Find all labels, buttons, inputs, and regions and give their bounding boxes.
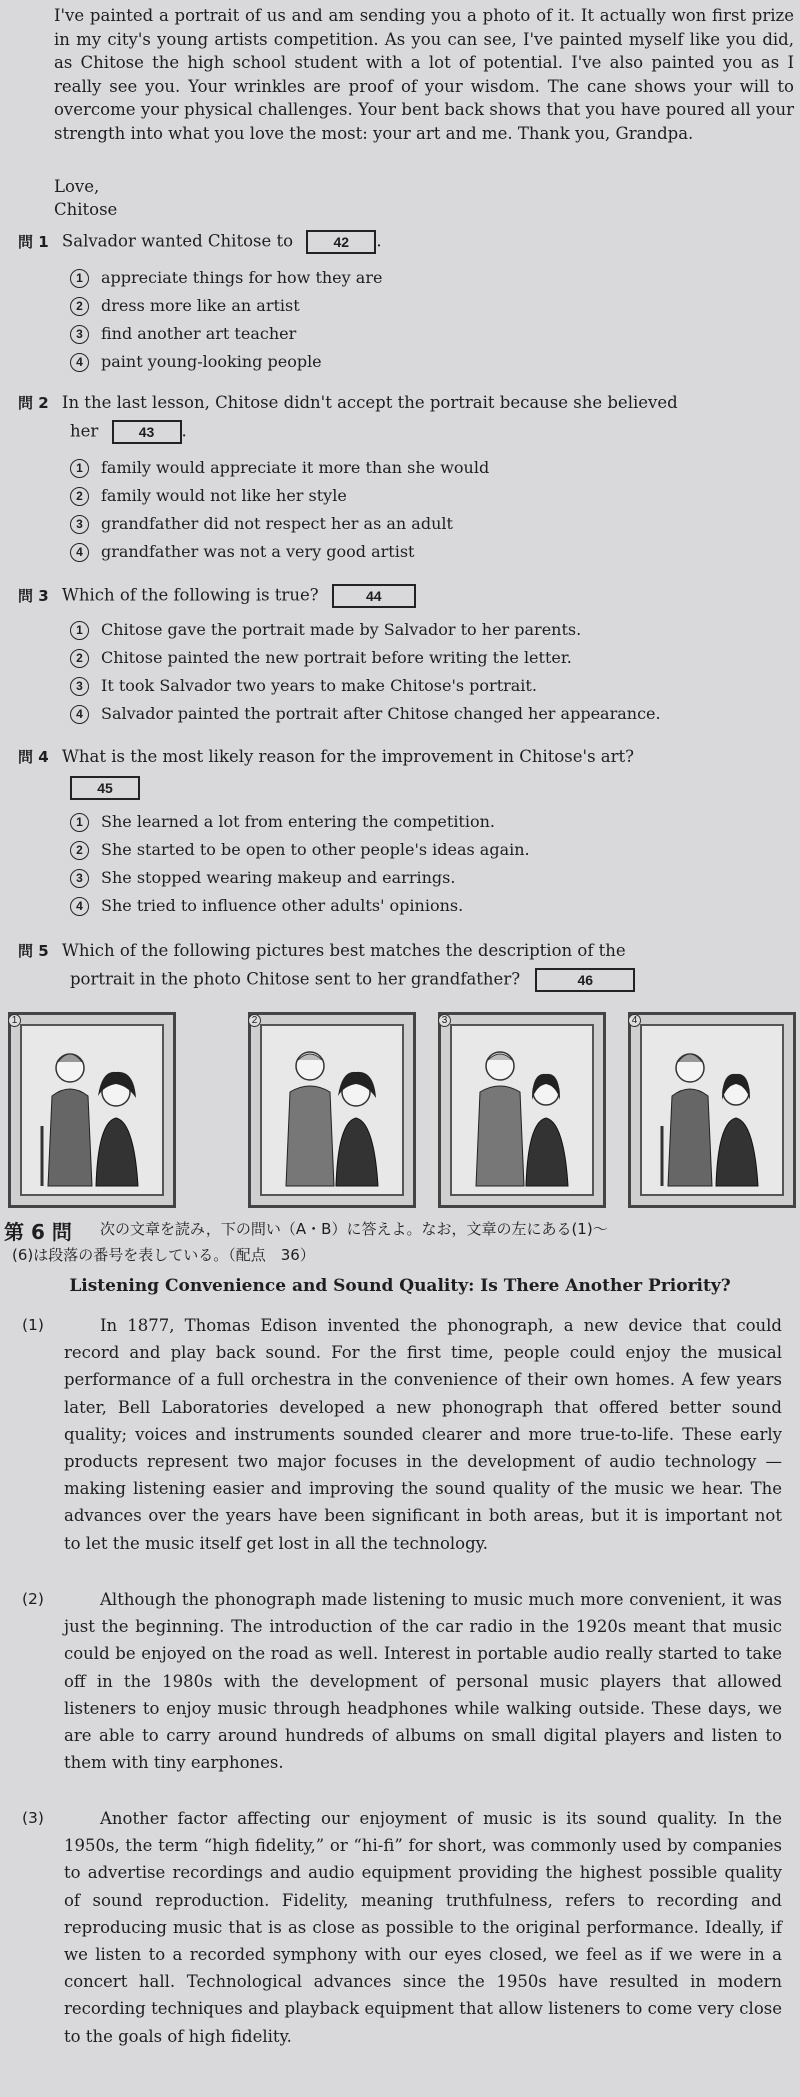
- option-item[interactable]: 2 family would not like her style: [70, 486, 347, 506]
- question-label: 問 4: [18, 748, 49, 766]
- portrait-option-picture[interactable]: 3: [438, 1012, 606, 1208]
- question-stem: Salvador wanted Chitose to: [61, 231, 294, 251]
- article-paragraph: In 1877, Thomas Edison invented the phonograph, a new device that could record and play back sound. For the first time, people could enjoy the musical performance of a full orchestra in the convenience of their own homes. A few years later, Bell Laboratories developed a new phonograph that offered better sound quality; voices and instruments sounded clearer and more true-to-life. These early products represent two major focuses in the development of audio technology — making listening easier and improving the sound quality of the music we hear. The advances over the years have been significant in both areas, but it is important not to let the music itself get lost in all the technology.: [64, 1316, 782, 1553]
- option-item[interactable]: 1 family would appreciate it more than she would: [70, 458, 489, 478]
- article-title: Listening Convenience and Sound Quality: Is There Another Priority?: [69, 1276, 731, 1296]
- question-label: 問 3: [18, 586, 49, 605]
- paragraph-number: (2): [22, 1590, 44, 1608]
- paragraph-number: (1): [22, 1316, 44, 1334]
- question-stem: What is the most likely reason for the improvement in Chitose's art?: [61, 747, 634, 766]
- portrait-illustration: [452, 1026, 592, 1194]
- option-item[interactable]: 1 appreciate things for how they are: [70, 268, 382, 288]
- option-item[interactable]: 2 She started to be open to other people's ideas again.: [70, 840, 530, 860]
- question-stem: Which of the following is true?: [61, 585, 319, 605]
- answer-box[interactable]: 45: [70, 776, 140, 800]
- option-item[interactable]: 4 She tried to influence other adults' opinions.: [70, 896, 463, 916]
- paragraph-number: (3): [22, 1809, 44, 1827]
- portrait-illustration: [262, 1026, 402, 1194]
- option-item[interactable]: 1 She learned a lot from entering the competition.: [70, 812, 495, 832]
- answer-box[interactable]: 44: [332, 584, 416, 608]
- option-item[interactable]: 3 She stopped wearing makeup and earrings.: [70, 868, 455, 888]
- option-item[interactable]: 1 Chitose gave the portrait made by Salvador to her parents.: [70, 620, 581, 640]
- portrait-illustration: [22, 1026, 162, 1194]
- exam-page: I've painted a portrait of us and am sending you a photo of it. It actually won first prize in my city's young artists competition. As you can see, I've painted myself like you did, as Chitose the high school student with a lot of potential. I've also painted you as I really see you. Your wrinkles are proof of your wisdom. The cane shows your will to overcome your physical challenges. Your bent back shows that you have poured all your strength into what you love the most: your art and me. Thank you, Grandpa. Love, Chitose 問 1 Salvador wanted Chitose to 42 . 1 appreciate things for how they are 2 dress more like an artist 3 find another art teacher 4 paint young-looking people 問 2 In the last lesson, Chitose didn't accept the portrait because she believed her 43 . 1 family would appreciate it more than she would 2 family would not like her style 3 grandfather did not respect her as an adult 4 grandfather was not a very good artist 問 3 Which of the following is true? 44 1 Chitose gave the portrait made by Salvador to her parents. 2 Chitose painted the new portrait before writing the letter. 3 It took Salvador two years to make Chitose's portrait. 4 Salvador painted the portrait after Chitose changed her appearance. 問 4 What is the most likely reason for the improvement in Chitose's art? 45 1 She learned a lot from entering the competition. 2 She started to be open to other people's ideas again. 3 She stopped wearing makeup and earrings. 4 She tried to influence other adults' opinions. 問 5 Which of the following pictures best matches the description of the portrait in the photo Chitose sent to her grandfather? 46 1 2 3 4 第 6 問 次の文章を読み，下の問い（A・B）に答えよ。なお，文章の左にある(1)〜 (6)は段落の番号を表している。（配点 36） Listening Convenience and Sound Quality: Is There Another Priority? (1) In 1877, Thomas Edison invented the phonograph, a new device that could record and play back sound. For the first time, people could enjoy the musical performance of a full orchestra in the convenience of their own homes. A few years later, Bell Laboratories developed a new phonograph that offered better sound quality; voices and instruments sounded clearer and more true-to-life. These early products represent two major focuses in the development of audio technology — making listening easier and improving the sound quality of the music we hear. The advances over the years have been significant in both areas, but it is important not to let the music itself get lost in all the technology. (2) Although the phonograph made listening to music much more convenient, it was just the beginning. The introduction of the car radio in the 1920s meant that music could be enjoyed on the road as well. Interest in portable audio really started to take off in the 1980s with the development of personal music players that allowed listeners to enjoy music through headphones while walking outside. These days, we are able to carry around hundreds of albums on small digital players and listen to them with tiny earphones. (3) Another factor affecting our enjoyment of music is its sound quality. In the 1950s, the term “high fidelity,” or “hi-fi” for short, was commonly used by companies to advertise recordings and audio equipment providing the highest possible quality of sound reproduction. Fidelity, meaning truthfulness, refers to recording and reproducing music that is as close as possible to the original performance. Ideally, if we listen to a recorded symphony with our eyes closed, we feel as if we were in a concert hall. Technological advances since the 1950s have resulted in modern recording techniques and playback equipment that allow listeners to come very close to the goals of high fidelity.: [0, 0, 800, 2097]
- answer-box[interactable]: 43: [112, 420, 182, 444]
- portrait-option-picture[interactable]: 2: [248, 1012, 416, 1208]
- section-instructions: 次の文章を読み，下の問い（A・B）に答えよ。なお，文章の左にある(1)〜: [100, 1220, 608, 1238]
- question-label: 問 2: [18, 394, 49, 412]
- portrait-illustration: [642, 1026, 782, 1194]
- option-item[interactable]: 4 paint young-looking people: [70, 352, 322, 372]
- option-item[interactable]: 3 It took Salvador two years to make Chitose's portrait.: [70, 676, 537, 696]
- option-item[interactable]: 2 dress more like an artist: [70, 296, 300, 316]
- answer-box[interactable]: 42: [306, 230, 376, 254]
- option-item[interactable]: 4 Salvador painted the portrait after Chitose changed her appearance.: [70, 704, 661, 724]
- portrait-option-picture[interactable]: 4: [628, 1012, 796, 1208]
- article-paragraph: Although the phonograph made listening to music much more convenient, it was just the beginning. The introduction of the car radio in the 1920s meant that music could be enjoyed on the road as well. Interest in portable audio really started to take off in the 1980s with the development of personal music players that allowed listeners to enjoy music through headphones while walking outside. These days, we are able to carry around hundreds of albums on small digital players and listen to them with tiny earphones.: [64, 1590, 782, 1773]
- letter-signoff: [54, 175, 117, 221]
- question-label: 問 1: [18, 232, 49, 251]
- section-instructions-cont: (6)は段落の番号を表している。（配点 36）: [12, 1246, 315, 1264]
- question-label: 問 5: [18, 942, 49, 960]
- option-item[interactable]: 3 grandfather did not respect her as an adult: [70, 514, 453, 534]
- question-stem: In the last lesson, Chitose didn't accept the portrait because she believed: [61, 393, 678, 412]
- question-stem: Which of the following pictures best matches the description of the: [61, 941, 626, 960]
- option-item[interactable]: 4 grandfather was not a very good artist: [70, 542, 414, 562]
- answer-box[interactable]: 46: [535, 968, 635, 992]
- section-title: 第 6 問: [4, 1220, 72, 1244]
- letter-body: I've painted a portrait of us and am sending you a photo of it. It actually won first prize in my city's young artists competition. As you can see, I've painted myself like you did, as Chitose the high school student with a lot of potential. I've also painted you as I really see you. Your wrinkles are proof of your wisdom. The cane shows your will to overcome your physical challenges. Your bent back shows that you have poured all your strength into what you love the most: your art and me. Thank you, Grandpa.: [54, 6, 794, 143]
- letter-closing: Love,: [54, 177, 100, 196]
- option-item[interactable]: 2 Chitose painted the new portrait before writing the letter.: [70, 648, 572, 668]
- option-item[interactable]: 3 find another art teacher: [70, 324, 296, 344]
- portrait-option-picture[interactable]: 1: [8, 1012, 176, 1208]
- article-paragraph: Another factor affecting our enjoyment of music is its sound quality. In the 1950s, the term “high fidelity,” or “hi-fi” for short, was commonly used by companies to advertise recordings and audio equipment providing the highest possible quality of sound reproduction. Fidelity, meaning truthfulness, refers to recording and reproducing music that is as close as possible to the original performance. Ideally, if we listen to a recorded symphony with our eyes closed, we feel as if we were in a concert hall. Technological advances since the 1950s have resulted in modern recording techniques and playback equipment that allow listeners to come very close to the goals of high fidelity.: [64, 1809, 782, 2046]
- letter-signature: Chitose: [54, 200, 118, 219]
